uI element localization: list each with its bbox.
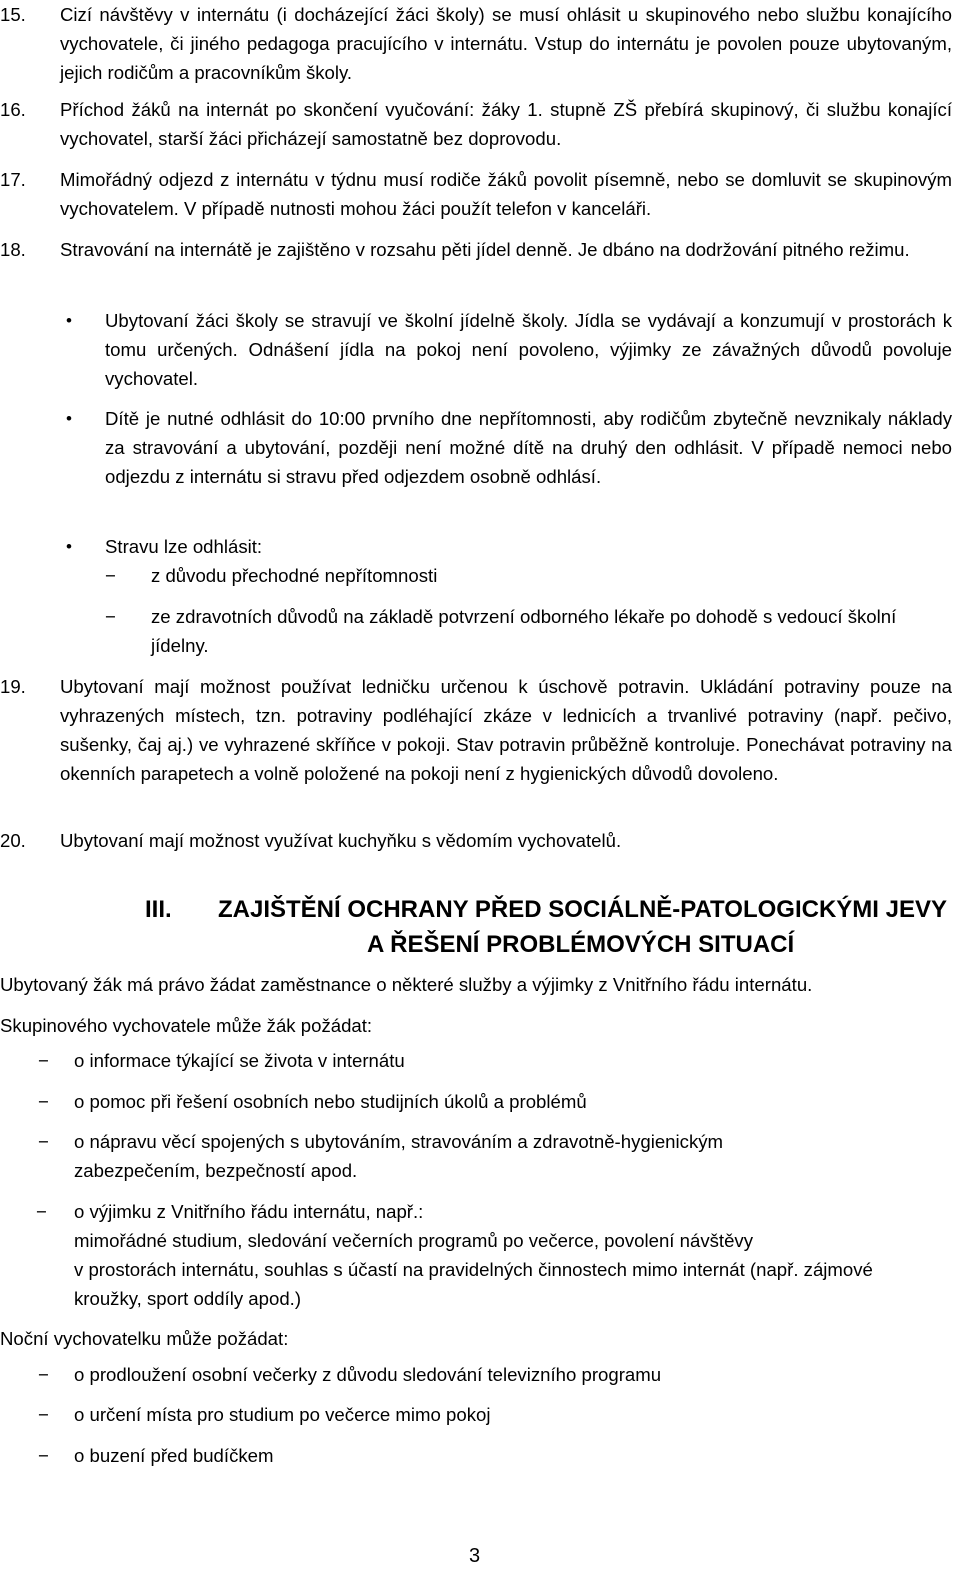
dash-icon: − xyxy=(38,1050,49,1071)
section-title-line2: A ŘEŠENÍ PROBLÉMOVÝCH SITUACÍ xyxy=(367,931,795,958)
sub-dash-item xyxy=(105,561,952,590)
request-text: o pomoc při řešení osobních nebo studijních úkolů a problémů xyxy=(74,1091,587,1112)
list-item-20 xyxy=(0,826,952,855)
dash-icon: − xyxy=(38,1091,49,1112)
list-item-16 xyxy=(0,95,952,153)
night-request-item xyxy=(0,1400,952,1429)
bullet-text: Ubytovaní žáci školy se stravují ve školní jídelně školy. Jídla se vydávají a konzumují v prostorách k tomu určených. Odnášení jídla na pokoj není povoleno, výjimky ze závažných důvodů povoluje vychovatel. xyxy=(105,310,952,389)
request-item xyxy=(0,1087,952,1116)
night-request-text: o prodloužení osobní večerky z důvodu sledování televizního programu xyxy=(74,1364,662,1385)
sub-text: ze zdravotních důvodů na základě potvrzení odborného lékaře po dohodě s vedoucí školní jídelny. xyxy=(151,606,897,656)
item-text: Cizí návštěvy v internátu (i docházející žáci školy) se musí ohlásit u skupinového nebo službu konajícího vychovatele, či jiného pedagoga pracujícího v internátu. Vstup do internátu je povolen pouze ubytovaným, jejich rodičům a pracovníkům školy. xyxy=(60,4,952,83)
night-request-item xyxy=(0,1360,952,1389)
intro-paragraph: Ubytovaný žák má právo žádat zaměstnance o některé služby a výjimky z Vnitřního řádu internátu. xyxy=(0,974,813,995)
bullet-item xyxy=(60,532,952,561)
list-item-18 xyxy=(0,235,952,264)
list-item-17 xyxy=(0,165,952,223)
group-tutor-label: Skupinového vychovatele může žák požádat: xyxy=(0,1015,373,1036)
sub-dash-item xyxy=(105,602,952,660)
dash-icon: − xyxy=(38,1364,49,1385)
bullet-text: Dítě je nutné odhlásit do 10:00 prvního dne nepřítomnosti, aby rodičům zbytečně nevznikaly náklady za stravování a ubytování, později není možné dítě na druhý den odhlásit. V případě nemoci nebo odjezdu z internátu si stravu před odjezdem osobně odhlásí. xyxy=(105,408,952,487)
night-request-text: o určení místa pro studium po večerce mimo pokoj xyxy=(74,1404,491,1425)
dash-icon: − xyxy=(105,565,116,586)
page-number: 3 xyxy=(469,1545,481,1567)
dash-icon: − xyxy=(38,1404,49,1425)
dash-icon: − xyxy=(38,1445,49,1466)
night-request-text: o buzení před budíčkem xyxy=(74,1445,274,1466)
request-item xyxy=(0,1197,930,1313)
item-text: Ubytovaní mají možnost používat ledničku určenou k úschově potravin. Ukládání potraviny pouze na vyhrazených místech, tzn. potraviny podléhající zkáze v lednicích a trvanlivé potraviny (např. pečivo, sušenky, čaj aj.) ve vyhrazené skříňce v pokoji. Stav potravin průběžně kontroluje. Ponechávat potraviny na okenních parapetech a volně položené na pokoji není z hygienických důvodů dovoleno. xyxy=(60,676,952,784)
item-number: 18. xyxy=(0,239,26,260)
section-title-line1: ZAJIŠTĚNÍ OCHRANY PŘED SOCIÁLNĚ-PATOLOGICKÝMI JEVY xyxy=(218,896,947,923)
request-text-continued: mimořádné studium, sledování večerních programů po večerce, povolení návštěvy xyxy=(74,1230,754,1251)
item-number: 17. xyxy=(0,169,26,190)
item-number: 19. xyxy=(0,676,26,697)
bullet-item xyxy=(60,404,952,491)
item-text: Příchod žáků na internát po skončení vyučování: žáky 1. stupně ZŠ přebírá skupinový, či službu konající vychovatel, starší žáci přicházejí samostatně bez doprovodu. xyxy=(60,99,952,149)
item-number: 15. xyxy=(0,4,26,25)
item-number: 20. xyxy=(0,830,26,851)
item-text: Ubytovaní mají možnost využívat kuchyňku s vědomím vychovatelů. xyxy=(60,830,622,851)
request-text: o výjimku z Vnitřního řádu internátu, např.: xyxy=(74,1201,424,1222)
bullet-text: Stravu lze odhlásit: xyxy=(105,536,263,557)
bullet-icon: • xyxy=(66,537,72,556)
night-tutor-label: Noční vychovatelku může požádat: xyxy=(0,1328,289,1349)
dash-icon: − xyxy=(105,606,116,627)
list-item-19 xyxy=(0,672,952,788)
request-item xyxy=(0,1046,952,1075)
bullet-icon: • xyxy=(66,311,72,330)
sub-text: z důvodu přechodné nepřítomnosti xyxy=(151,565,438,586)
item-text: Mimořádný odjezd z internátu v týdnu musí rodiče žáků povolit písemně, nebo se domluvit se skupinovým vychovatelem. V případě nutnosti mohou žáci použít telefon v kanceláři. xyxy=(60,169,952,219)
bullet-item xyxy=(60,306,952,393)
section-number: III. xyxy=(145,896,172,923)
request-text: o nápravu věcí spojených s ubytováním, stravováním a zdravotně-hygienickým zabezpečením, bezpečností apod. xyxy=(74,1131,724,1181)
request-text-continued: v prostorách internátu, souhlas s účastí na pravidelných činnostech mimo internát (např. zájmové kroužky, sport oddíly apod.) xyxy=(74,1259,873,1309)
night-request-item xyxy=(0,1441,952,1470)
item-number: 16. xyxy=(0,99,26,120)
list-item-15 xyxy=(0,0,952,87)
dash-icon: − xyxy=(38,1131,49,1152)
request-item xyxy=(0,1127,830,1185)
bullet-icon: • xyxy=(66,409,72,428)
item-text: Stravování na internátě je zajištěno v rozsahu pěti jídel denně. Je dbáno na dodržování pitného režimu. xyxy=(60,239,910,260)
dash-icon: − xyxy=(36,1201,47,1222)
request-text: o informace týkající se života v internátu xyxy=(74,1050,405,1071)
